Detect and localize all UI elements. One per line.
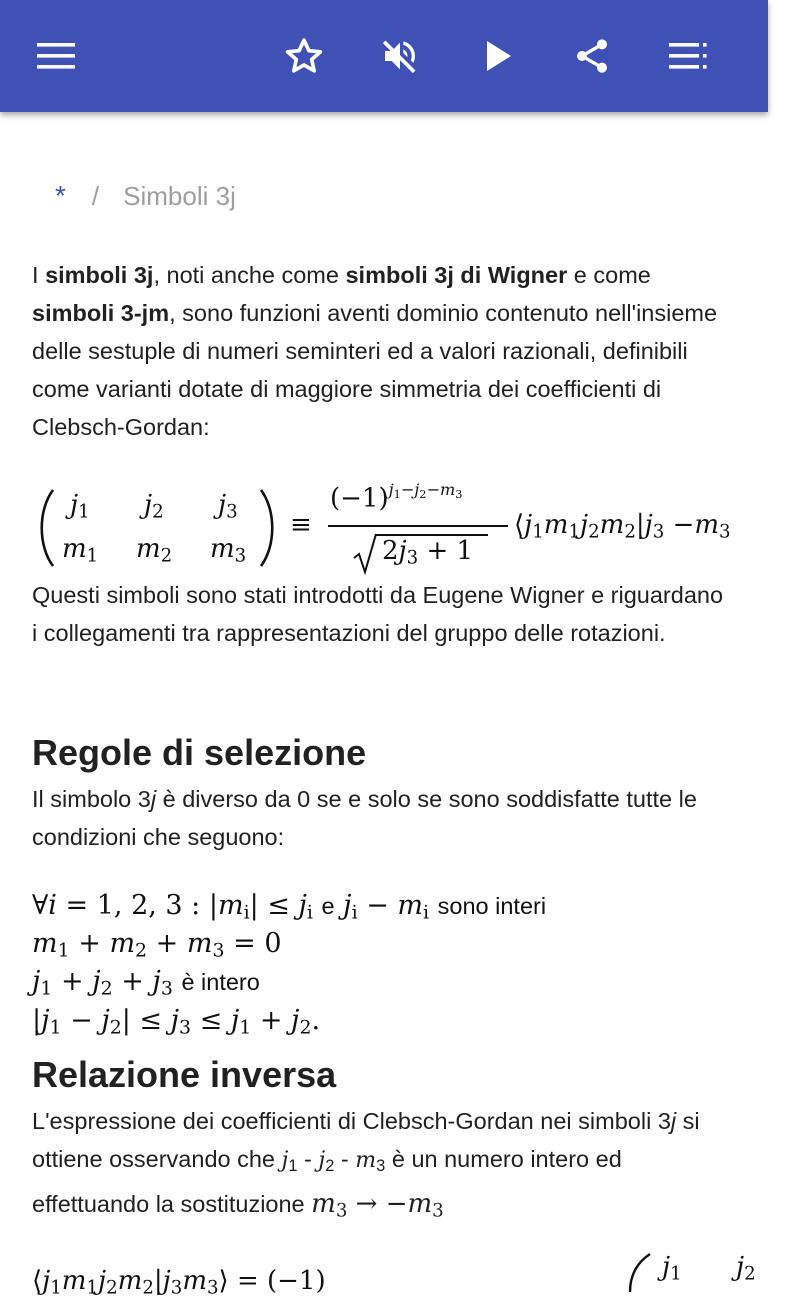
definition-formula: $j_1$ $j_2$ $j_3$ $m_1$ $m_2$ $m_3$ ≡ $(-1)^{j_1-j_2-m_3}$ $2j_3 + 1$ $⟨j_1m_1j_2m_2|j_3 -m_3$	[32, 480, 792, 580]
condition-3: $j_1 + j_2 + j_3$ è intero	[32, 966, 260, 1000]
menu-button[interactable]	[26, 26, 86, 86]
term-simboli-3j: simboli 3j	[45, 262, 154, 288]
term-simboli-3jm: simboli 3-jm	[32, 300, 170, 326]
play-button[interactable]	[468, 26, 528, 86]
condition-4: $|j_1 - j_2| \le j_3 \le j_1 + j_2$.	[32, 1005, 321, 1039]
volume-off-icon	[380, 36, 420, 76]
inverse-relation-text: L'espressione dei coefficienti di Clebsch-Gordan nei simboli 3j si ottiene osservando che $j_1 - j_2 - m_3$ è un numero intero ed effettuando la sostituzione $m_3 \to -m_3$	[32, 1108, 700, 1222]
condition-2: $m_1 + m_2 + m_3 = 0$	[32, 928, 282, 962]
left-paren	[36, 488, 56, 568]
share-button[interactable]	[562, 26, 622, 86]
contents-button[interactable]	[658, 26, 718, 86]
favorite-button[interactable]	[274, 26, 334, 86]
inverse-formula-partial: $⟨j_1m_1j_2m_2|j_3m_3⟩ = (-1)$ $j_1$ $j_2$	[32, 1252, 756, 1299]
list-icon	[669, 42, 707, 70]
breadcrumb-home-link[interactable]: *	[55, 180, 66, 211]
share-icon	[572, 36, 612, 76]
breadcrumb	[55, 180, 236, 212]
history-paragraph: Questi simboli sono stati introdotti da Eugene Wigner e riguardano i collegamenti tra rappresentazioni del gruppo delle rotazioni.	[32, 582, 724, 646]
app-toolbar	[0, 0, 768, 112]
selection-rules-text: Il simbolo 3j è diverso da 0 se e solo se sono soddisfatte tutte le condizioni che seguono:	[32, 786, 697, 850]
menu-icon	[37, 42, 75, 70]
breadcrumb-current: Simboli 3j	[123, 181, 236, 211]
condition-1: ∀i = 1, 2, 3 : $|m_i| \le j_i$ e $j_i - m_i$ sono interi	[32, 890, 547, 924]
section-title-inverse-relation: Relazione inversa	[32, 1054, 337, 1095]
term-simboli-3j-wigner: simboli 3j di Wigner	[345, 262, 568, 288]
right-paren	[258, 488, 278, 568]
star-icon	[284, 36, 324, 76]
intro-paragraph: I simboli 3j, noti anche come simboli 3j di Wigner e come simboli 3-jm, sono funzioni aventi dominio contenuto nell'insieme delle sestuple di numeri seminteri ed a valori razionali, definibili come varianti dotate di maggiore simmetria dei coefficienti di Clebsch-Gordan:	[32, 262, 718, 440]
breadcrumb-separator: /	[91, 181, 100, 211]
sqrt-sign	[352, 532, 378, 574]
play-icon	[483, 39, 513, 73]
mute-button[interactable]	[370, 26, 430, 86]
section-title-selection-rules: Regole di selezione	[32, 732, 367, 773]
